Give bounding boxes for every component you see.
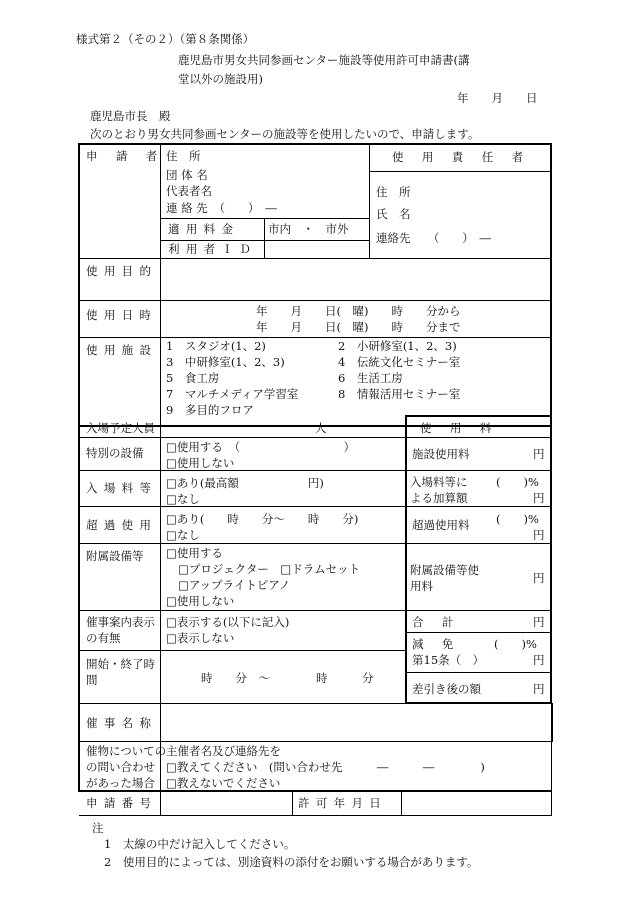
applicant-box: [78, 143, 552, 427]
equipment-fee-label: 附属設備等使: [410, 563, 479, 577]
time-range-field[interactable]: 時 分 〜 時 分: [201, 671, 374, 685]
surcharge-label-cont: よる加算額: [410, 491, 468, 505]
applicant-label: 申請者: [86, 149, 176, 163]
datetime-label: 使用日時: [86, 308, 158, 322]
admission-no-checkbox[interactable]: □なし: [166, 492, 200, 506]
attendance-unit: 人: [315, 421, 327, 435]
surcharge-percent[interactable]: ( )%: [496, 475, 539, 489]
special-use-checkbox[interactable]: □使用する （ ）: [166, 440, 356, 454]
datetime-to[interactable]: 年 月 日( 曜) 時 分まで: [256, 320, 461, 334]
facility-item[interactable]: 5 食工房: [166, 371, 220, 385]
surcharge-label: 入場料等に: [410, 475, 468, 489]
intro-text: 次のとおり男女共同参画センターの施設等を使用したいので、申請します。: [90, 127, 480, 141]
responsible-label: 使用責任者: [392, 150, 542, 164]
inquiry-intro: 主催者名及び連絡先を: [166, 744, 281, 758]
yen-unit: 円: [533, 491, 545, 505]
equipment-label: 附属設備等: [86, 549, 144, 563]
equipment-nouse-checkbox[interactable]: □使用しない: [166, 594, 235, 608]
overtime-label: 超過使用: [86, 518, 158, 532]
net-label: 差引き後の額: [412, 682, 481, 696]
purpose-label: 使用目的: [86, 264, 158, 278]
overtime-percent[interactable]: ( )%: [496, 512, 539, 526]
note-1: 1 太線の中だけ記入してください。: [104, 837, 296, 851]
special-label: 特別の設備: [86, 446, 144, 460]
note-2: 2 使用目的によっては、別途資料の添付をお願いする場合があります。: [104, 855, 479, 869]
overtime-no-checkbox[interactable]: □なし: [166, 528, 200, 542]
overtime-fee-label: 超過使用料: [412, 518, 470, 532]
event-name-label: 催事名称: [86, 716, 158, 730]
responsible-contact[interactable]: 連絡先 （ ） ―: [376, 231, 491, 245]
addressee: 鹿児島市長 殿: [90, 109, 171, 123]
time-label: 開始・終了時: [86, 657, 155, 671]
facility-item[interactable]: 6 生活工房: [338, 371, 403, 385]
reduction-percent[interactable]: ( )%: [494, 637, 537, 651]
display-no-checkbox[interactable]: □表示しない: [166, 631, 235, 645]
equipment-fee-label-cont: 用料: [410, 579, 433, 593]
yen-unit: 円: [533, 571, 545, 585]
facility-label: 使用施設: [86, 343, 158, 357]
application-number-label: 申請番号: [86, 796, 158, 810]
total-label: 合計: [412, 615, 472, 629]
time-label-cont: 間: [86, 673, 98, 687]
fee-area-option[interactable]: 市内 ・ 市外: [268, 222, 349, 236]
rep-name-field[interactable]: 代表者名: [166, 184, 212, 198]
admission-label: 入場料等: [86, 481, 158, 495]
attendance-label: 入場予定人員: [86, 421, 155, 435]
responsible-name[interactable]: 氏 名: [376, 207, 411, 221]
facility-fee-label: 施設使用料: [412, 447, 470, 461]
facility-item[interactable]: 3 中研修室(1、2、3): [166, 355, 285, 369]
notes-heading: 注: [92, 821, 104, 835]
admission-yes-checkbox[interactable]: □あり(最高額 円): [166, 476, 324, 490]
yen-unit: 円: [533, 447, 545, 461]
fees-header: 使用料: [420, 421, 510, 435]
inquiry-label-cont: の問い合わせ: [86, 760, 155, 774]
reduction-article[interactable]: 第15条（ ）: [412, 653, 485, 667]
yen-unit: 円: [533, 528, 545, 542]
facility-item[interactable]: 1 スタジオ(1、2): [166, 339, 266, 353]
form-title-cont: 堂以外の施設用): [178, 72, 263, 86]
permit-date-label: 許可年月日: [298, 796, 388, 810]
responsible-address[interactable]: 住 所: [376, 185, 411, 199]
yen-unit: 円: [533, 682, 545, 696]
application-date[interactable]: 年 月 日: [457, 91, 538, 105]
inquiry-notell-checkbox[interactable]: □教えないでください: [166, 776, 281, 790]
fee-label: 適用料金: [168, 222, 240, 236]
yen-unit: 円: [533, 653, 545, 667]
display-label-cont: の有無: [86, 631, 121, 645]
inquiry-tell-checkbox[interactable]: □教えてください (問い合わせ先 ― ― ): [166, 760, 485, 774]
facility-item[interactable]: 2 小研修室(1、2、3): [338, 339, 457, 353]
org-name-field[interactable]: 団 体 名: [166, 168, 208, 182]
form-title: 鹿児島市男女共同参画センター施設等使用許可申請書(講: [178, 53, 470, 67]
special-nouse-checkbox[interactable]: □使用しない: [166, 456, 235, 470]
equipment-use-checkbox[interactable]: □使用する: [166, 546, 223, 560]
reduction-label: 減免: [412, 637, 472, 651]
form-number: 様式第２（その２）（第８条関係）: [76, 32, 255, 46]
overtime-yes-checkbox[interactable]: □あり( 時 分〜 時 分): [166, 512, 359, 526]
facility-item[interactable]: 9 多目的フロア: [166, 403, 254, 417]
datetime-from[interactable]: 年 月 日( 曜) 時 分から: [256, 304, 461, 318]
display-yes-checkbox[interactable]: □表示する(以下に記入): [166, 615, 290, 629]
facility-item[interactable]: 7 マルチメディア学習室: [166, 387, 299, 401]
equipment-options[interactable]: □プロジェクター □ドラムセット: [178, 562, 361, 576]
inquiry-label: 催物についての: [86, 744, 167, 758]
facility-item[interactable]: 8 情報活用セミナー室: [338, 387, 461, 401]
yen-unit: 円: [533, 615, 545, 629]
user-id-label: 利用者ＩＤ: [168, 242, 258, 256]
applicant-address[interactable]: 住 所: [166, 149, 201, 163]
inquiry-label-end: があった場合: [86, 776, 155, 790]
piano-checkbox[interactable]: □アップライトピアノ: [178, 578, 291, 592]
display-label: 催事案内表示: [86, 615, 155, 629]
facility-item[interactable]: 4 伝統文化セミナー室: [338, 355, 461, 369]
applicant-contact[interactable]: 連 絡 先 （ ） ―: [166, 201, 277, 215]
